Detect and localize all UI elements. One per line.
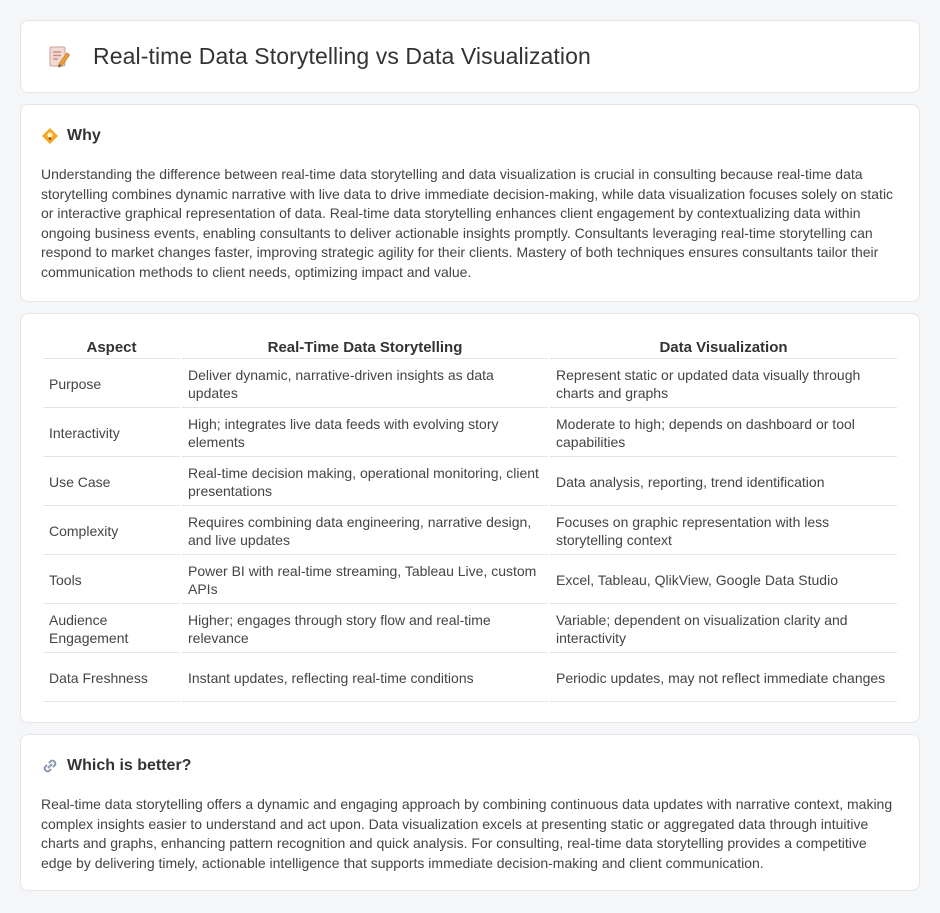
link-icon	[41, 757, 59, 775]
table-row	[43, 508, 897, 555]
storytelling-cell: Deliver dynamic, narrative-driven insights as data updates	[182, 361, 548, 408]
visualization-cell: Focuses on graphic representation with less storytelling context	[550, 508, 897, 555]
header-card	[20, 20, 920, 93]
better-text: Real-time data storytelling offers a dynamic and engaging approach by combining continuous data updates with narrative context, making complex insights easier to understand and act upon. Data visualization excels at presenting static or aggregated data through intuitive charts and graphs, enhancing pattern recognition and quick analysis. For consulting, real-time data storytelling provides a competitive edge by delivering timely, actionable intelligence that supports immediate decision-making and client communication.	[41, 796, 893, 871]
table-row	[43, 459, 897, 506]
storytelling-cell: Requires combining data engineering, narrative design, and live updates	[182, 508, 548, 555]
table-header-row	[43, 334, 897, 359]
aspect-cell: Tools	[43, 557, 180, 604]
aspect-cell: Purpose	[43, 361, 180, 408]
table-row	[43, 361, 897, 408]
table-row	[43, 557, 897, 604]
storytelling-cell: Power BI with real-time streaming, Tableau Live, custom APIs	[182, 557, 548, 604]
header-aspect: Aspect	[43, 334, 180, 359]
visualization-cell: Data analysis, reporting, trend identification	[550, 459, 897, 506]
why-title: Why	[67, 127, 101, 144]
storytelling-cell: High; integrates live data feeds with evolving story elements	[182, 410, 548, 457]
storytelling-cell: Real-time decision making, operational monitoring, client presentations	[182, 459, 548, 506]
comparison-table	[41, 332, 899, 704]
document-pencil-icon	[47, 45, 71, 69]
why-section	[20, 104, 920, 302]
visualization-cell: Moderate to high; depends on dashboard or tool capabilities	[550, 410, 897, 457]
lightbulb-diamond-icon	[41, 127, 59, 145]
aspect-cell: Audience Engagement	[43, 606, 180, 653]
aspect-cell: Data Freshness	[43, 655, 180, 702]
why-heading	[41, 127, 899, 145]
page-title: Real-time Data Storytelling vs Data Visualization	[93, 43, 591, 69]
table-row	[43, 410, 897, 457]
visualization-cell: Represent static or updated data visually through charts and graphs	[550, 361, 897, 408]
why-text: Understanding the difference between real-time data storytelling and data visualization is crucial in consulting because real-time data storytelling combines dynamic narrative with live data to drive immediate decision-making, while data visualization focuses solely on static or interactive graphical representation of data. Real-time data storytelling enhances client engagement by contextualizing data within ongoing business events, enabling consultants to deliver actionable insights promptly. Consultants leveraging real-time storytelling can respond to market changes faster, improving strategic agility for their clients. Mastery of both techniques ensures consultants tailor their communication methods to client needs, optimizing impact and value.	[41, 166, 894, 280]
storytelling-cell: Instant updates, reflecting real-time conditions	[182, 655, 548, 702]
better-heading	[41, 757, 899, 775]
comparison-card	[20, 313, 920, 723]
better-title: Which is better?	[67, 757, 192, 774]
visualization-cell: Variable; dependent on visualization clarity and interactivity	[550, 606, 897, 653]
aspect-cell: Interactivity	[43, 410, 180, 457]
header-storytelling: Real-Time Data Storytelling	[182, 334, 548, 359]
visualization-cell: Excel, Tableau, QlikView, Google Data Studio	[550, 557, 897, 604]
table-row	[43, 655, 897, 702]
storytelling-cell: Higher; engages through story flow and real-time relevance	[182, 606, 548, 653]
which-better-section	[20, 734, 920, 891]
table-row	[43, 606, 897, 653]
aspect-cell: Complexity	[43, 508, 180, 555]
header-visualization: Data Visualization	[550, 334, 897, 359]
visualization-cell: Periodic updates, may not reflect immediate changes	[550, 655, 897, 702]
aspect-cell: Use Case	[43, 459, 180, 506]
